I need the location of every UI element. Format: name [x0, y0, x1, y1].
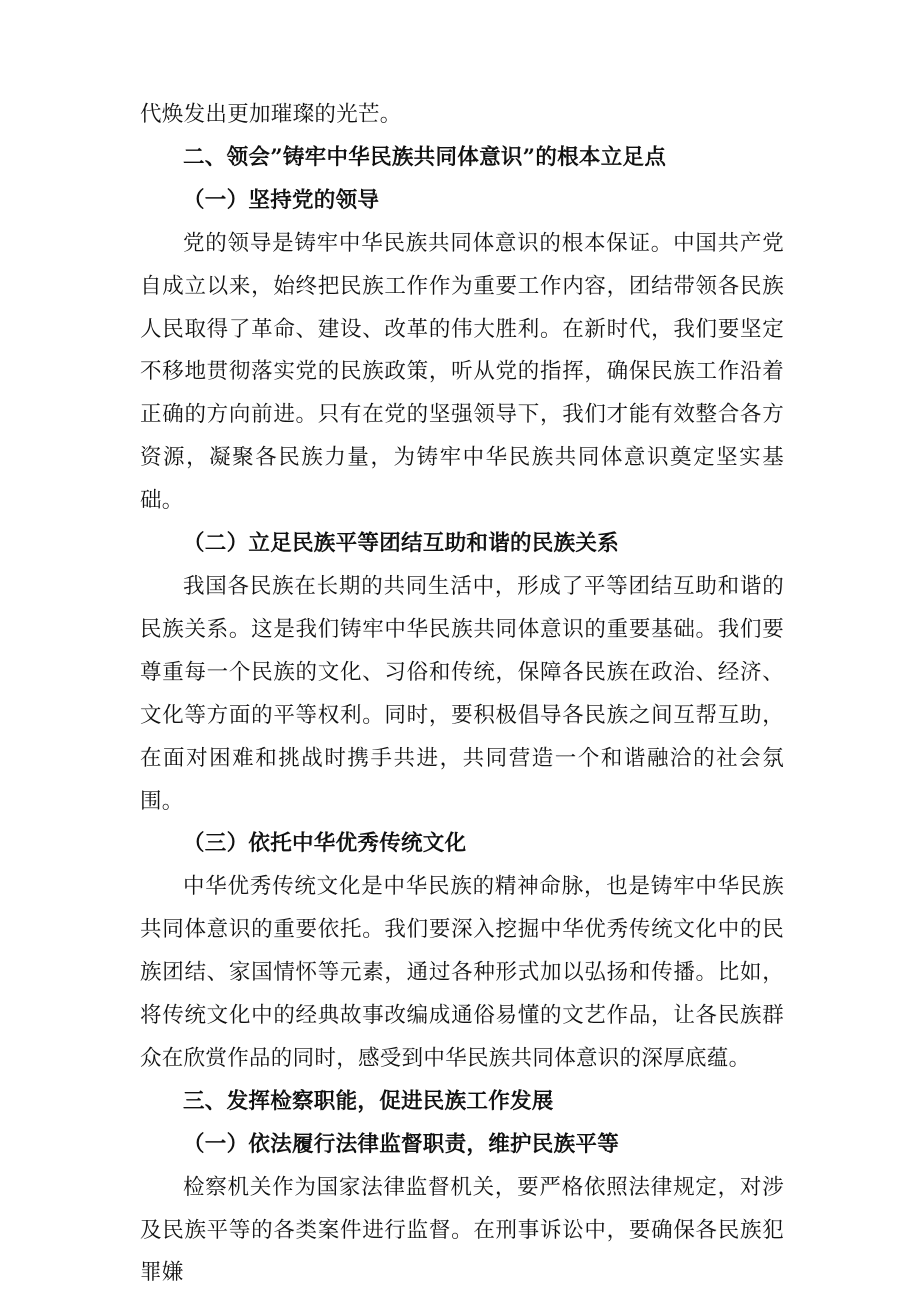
paragraph-traditional-culture: 中华优秀传统文化是中华民族的精神命脉，也是铸牢中华民族共同体意识的重要依托。我们要深入挖掘中华优秀传统文化中的民族团结、家国情怀等元素，通过各种形式加以弘扬和传播。比如，将传统文化中的经典故事改编成通俗易懂的文艺作品，让各民族群众在欣赏作品的同时，感受到中华民族共同体意识的深厚底蕴。: [140, 874, 784, 1071]
subsection-heading-2-1: （一）坚持党的领导: [183, 187, 380, 213]
document-body: [140, 94, 784, 1295]
subsection-heading-2-3: （三）依托中华优秀传统文化: [183, 831, 467, 857]
paragraph-legal-supervision: 检察机关作为国家法律监督机关，要严格依照法律规定，对涉及民族平等的各类案件进行监督。在刑事诉讼中，要确保各民族犯罪嫌: [140, 1174, 784, 1286]
section-heading-2: 二、领会”铸牢中华民族共同体意识”的根本立足点: [183, 144, 667, 170]
paragraph-continued: 代焕发出更加璀璨的光芒。: [140, 102, 402, 127]
section-heading-3: 三、发挥检察职能，促进民族工作发展: [183, 1088, 554, 1114]
subsection-heading-2-2: （二）立足民族平等团结互助和谐的民族关系: [183, 531, 620, 557]
subsection-heading-3-1: （一）依法履行法律监督职责，维护民族平等: [183, 1131, 620, 1157]
paragraph-party-leadership: 党的领导是铸牢中华民族共同体意识的根本保证。中国共产党自成立以来，始终把民族工作作为重要工作内容，团结带领各民族人民取得了革命、建设、改革的伟大胜利。在新时代，我们要坚定不移地贯彻落实党的民族政策，听从党的指挥，确保民族工作沿着正确的方向前进。只有在党的坚强领导下，我们才能有效整合各方资源，凝聚各民族力量，为铸牢中华民族共同体意识奠定坚实基础。: [140, 230, 784, 514]
paragraph-ethnic-relations: 我国各民族在长期的共同生活中，形成了平等团结互助和谐的民族关系。这是我们铸牢中华民族共同体意识的重要基础。我们要尊重每一个民族的文化、习俗和传统，保障各民族在政治、经济、文化等方面的平等权利。同时，要积极倡导各民族之间互帮互助，在面对困难和挑战时携手共进，共同营造一个和谐融洽的社会氛围。: [140, 573, 784, 814]
